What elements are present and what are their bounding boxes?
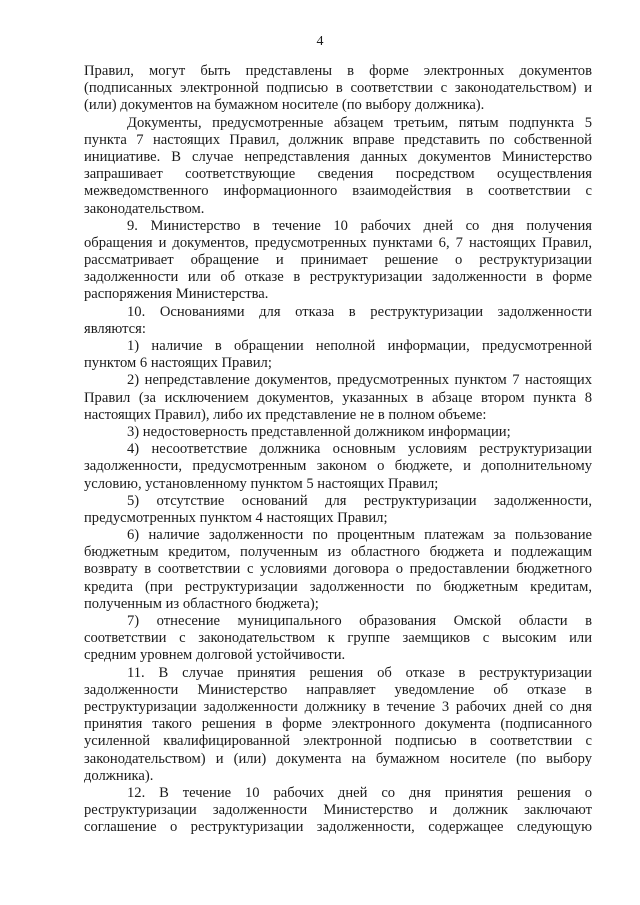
text-line: Документы, предусмотренные абзацем третьим, пятым подпункта 5 bbox=[127, 114, 592, 131]
text-line: 12. В течение 10 рабочих дней со дня принятия решения о bbox=[127, 784, 592, 801]
text-line: соглашение о реструктуризации задолженности, содержащее следующую bbox=[84, 819, 592, 836]
list-item-subpoint-1 bbox=[84, 338, 592, 372]
text-line: межведомственного информационного взаимодействия в соответствии с bbox=[84, 183, 592, 200]
text-line: реструктуризации задолженности должнику в течение 3 рабочих дней со дня bbox=[84, 698, 592, 715]
list-item-subpoint-4 bbox=[84, 441, 592, 493]
text-line: возврату в соответствии с условиями договора о предоставлении бюджетного bbox=[84, 561, 592, 578]
text-line: (или) документов на бумажном носителе (по выбору должника). bbox=[84, 97, 485, 114]
text-line: законодательством) и (или) документа на бумажном носителе (по выбору bbox=[84, 750, 592, 767]
list-item-subpoint-5 bbox=[84, 493, 592, 527]
list-item-subpoint-3 bbox=[84, 424, 592, 441]
text-line: задолженности Министерство направляет уведомление об отказе в bbox=[84, 681, 592, 698]
text-line: 3) недостоверность представленной должником информации; bbox=[127, 423, 511, 440]
text-line: распоряжения Министерства. bbox=[84, 286, 269, 303]
text-line: средним уровнем долговой устойчивости. bbox=[84, 647, 346, 664]
text-line: Правил, могут быть представлены в форме электронных документов bbox=[84, 63, 592, 79]
text-line: 7) отнесение муниципального образования Омской области в bbox=[127, 613, 592, 629]
paragraph-point-12 bbox=[84, 785, 592, 837]
text-line: рассматривает обращение и принимает решение о реструктуризации bbox=[84, 252, 592, 269]
paragraph-point-10 bbox=[84, 304, 592, 338]
page-number: 4 bbox=[316, 34, 324, 49]
document-body bbox=[84, 63, 592, 836]
text-line: задолженности, предусмотренным законом о бюджете, и дополнительному bbox=[84, 458, 592, 475]
text-line: запрашивает соответствующие сведения посредством осуществления bbox=[84, 166, 592, 183]
text-line: (подписанных электронной подписью в соответствии с законодательством) и bbox=[84, 80, 592, 97]
text-line: инициативе. В случае непредставления данных документов Министерство bbox=[84, 148, 592, 165]
text-line: усиленной квалифицированной электронной подписью в соответствии с bbox=[84, 733, 592, 750]
text-line: 11. В случае принятия решения об отказе в реструктуризации bbox=[127, 664, 592, 681]
text-line: 2) непредставление документов, предусмотренных пунктом 7 настоящих bbox=[127, 372, 592, 389]
text-line: кредита (при реструктуризации задолженности по бюджетным кредитам, bbox=[84, 578, 592, 595]
text-line: условию, установленному пунктом 5 настоящих Правил; bbox=[84, 475, 439, 492]
text-line: соответствии с законодательством к группе заемщиков с высоким или bbox=[84, 630, 592, 647]
text-line: реструктуризации задолженности Министерство и должник заключают bbox=[84, 802, 592, 819]
text-line: предусмотренных пунктом 4 настоящих Правил; bbox=[84, 509, 388, 526]
text-line: принятия такого решения в форме электронного документа (подписанного bbox=[84, 716, 592, 733]
text-line: 10. Основаниями для отказа в реструктуризации задолженности bbox=[127, 303, 592, 320]
text-line: являются: bbox=[84, 320, 146, 337]
text-line: бюджетным кредитом, полученным из областного бюджета и подлежащим bbox=[84, 544, 592, 561]
text-line: настоящих Правил), либо их представление не в полном объеме: bbox=[84, 406, 487, 423]
paragraph-point-9 bbox=[84, 218, 592, 304]
paragraph-documents bbox=[84, 115, 592, 218]
list-item-subpoint-7 bbox=[84, 613, 592, 665]
text-line: 6) наличие задолженности по процентным платежам за пользование bbox=[127, 527, 592, 544]
paragraph-point-11 bbox=[84, 665, 592, 785]
text-line: 4) несоответствие должника основным условиям реструктуризации bbox=[127, 441, 592, 458]
text-line: обращения и документов, предусмотренных пунктами 6, 7 настоящих Правил, bbox=[84, 234, 592, 251]
text-line: законодательством. bbox=[84, 200, 205, 217]
text-line: 5) отсутствие оснований для реструктуризации задолженности, bbox=[127, 492, 592, 509]
text-line: 1) наличие в обращении неполной информации, предусмотренной bbox=[127, 338, 592, 354]
list-item-subpoint-6 bbox=[84, 527, 592, 613]
text-line: 9. Министерство в течение 10 рабочих дней со дня получения bbox=[127, 217, 592, 234]
text-line: полученным из областного бюджета); bbox=[84, 595, 319, 612]
text-line: пункта 7 настоящих Правил, должник вправе представить по собственной bbox=[84, 131, 592, 148]
text-line: пунктом 6 настоящих Правил; bbox=[84, 355, 272, 372]
paragraph-continuation bbox=[84, 63, 592, 115]
text-line: Правил (за исключением документов, указанных в абзаце втором пункта 8 bbox=[84, 389, 592, 406]
list-item-subpoint-2 bbox=[84, 372, 592, 424]
text-line: должника). bbox=[84, 767, 154, 784]
text-line: задолженности или об отказе в реструктуризации задолженности в форме bbox=[84, 269, 592, 286]
